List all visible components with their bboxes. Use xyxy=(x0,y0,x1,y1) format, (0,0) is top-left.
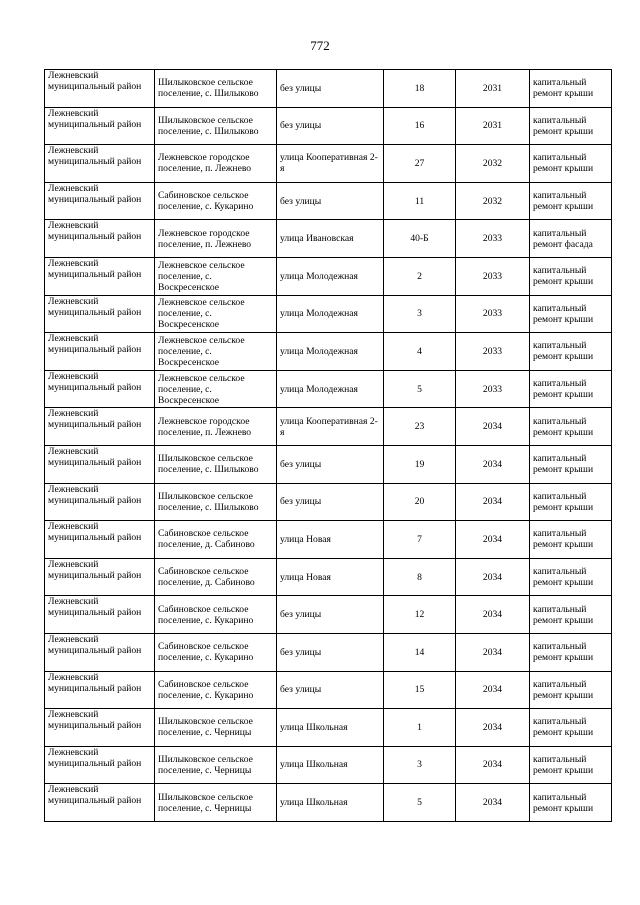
house-number-cell: 18 xyxy=(384,70,456,108)
house-number-cell: 4 xyxy=(384,333,456,371)
settlement-cell: Сабиновское сельское поселение, д. Сабиново xyxy=(155,521,277,559)
settlement-cell: Сабиновское сельское поселение, с. Кукарино xyxy=(155,596,277,634)
district-cell: Лежневский муниципальный район xyxy=(45,182,155,220)
year-cell: 2033 xyxy=(456,333,530,371)
district-cell: Лежневский муниципальный район xyxy=(45,558,155,596)
work-type-cell: капитальный ремонт крыши xyxy=(530,333,612,371)
page-number: 772 xyxy=(310,38,330,53)
year-cell: 2034 xyxy=(456,746,530,784)
settlement-cell: Лежневское сельское поселение, с. Воскресенское xyxy=(155,333,277,371)
house-number-cell: 14 xyxy=(384,633,456,671)
table-row xyxy=(45,671,612,709)
district-cell: Лежневский муниципальный район xyxy=(45,220,155,258)
settlement-cell: Лежневское городское поселение, п. Лежнево xyxy=(155,408,277,446)
year-cell: 2034 xyxy=(456,671,530,709)
street-cell: без улицы xyxy=(277,596,384,634)
house-number-cell: 7 xyxy=(384,521,456,559)
settlement-cell: Лежневское сельское поселение, с. Воскресенское xyxy=(155,257,277,295)
year-cell: 2033 xyxy=(456,370,530,408)
table-row xyxy=(45,333,612,371)
work-type-cell: капитальный ремонт крыши xyxy=(530,445,612,483)
district-cell: Лежневский муниципальный район xyxy=(45,671,155,709)
street-cell: улица Школьная xyxy=(277,746,384,784)
work-type-cell: капитальный ремонт крыши xyxy=(530,784,612,822)
settlement-cell: Шилыковское сельское поселение, с. Черницы xyxy=(155,709,277,747)
settlement-cell: Лежневское сельское поселение, с. Воскресенское xyxy=(155,370,277,408)
settlement-cell: Сабиновское сельское поселение, д. Сабиново xyxy=(155,558,277,596)
settlement-cell: Шилыковское сельское поселение, с. Черницы xyxy=(155,746,277,784)
settlement-cell: Шилыковское сельское поселение, с. Шилыково xyxy=(155,483,277,521)
year-cell: 2033 xyxy=(456,257,530,295)
year-cell: 2032 xyxy=(456,145,530,183)
year-cell: 2033 xyxy=(456,295,530,333)
street-cell: улица Школьная xyxy=(277,709,384,747)
table-row xyxy=(45,558,612,596)
table-row xyxy=(45,633,612,671)
year-cell: 2033 xyxy=(456,220,530,258)
table-row xyxy=(45,709,612,747)
settlement-cell: Шилыковское сельское поселение, с. Шилыково xyxy=(155,107,277,145)
work-type-cell: капитальный ремонт крыши xyxy=(530,145,612,183)
work-type-cell: капитальный ремонт крыши xyxy=(530,370,612,408)
street-cell: улица Молодежная xyxy=(277,370,384,408)
district-cell: Лежневский муниципальный район xyxy=(45,784,155,822)
street-cell: улица Новая xyxy=(277,558,384,596)
street-cell: улица Кооперативная 2-я xyxy=(277,408,384,446)
year-cell: 2034 xyxy=(456,596,530,634)
work-type-cell: капитальный ремонт крыши xyxy=(530,483,612,521)
work-type-cell: капитальный ремонт крыши xyxy=(530,633,612,671)
year-cell: 2034 xyxy=(456,445,530,483)
table-row xyxy=(45,596,612,634)
year-cell: 2031 xyxy=(456,70,530,108)
work-type-cell: капитальный ремонт крыши xyxy=(530,709,612,747)
house-number-cell: 40-Б xyxy=(384,220,456,258)
house-number-cell: 12 xyxy=(384,596,456,634)
work-type-cell: капитальный ремонт крыши xyxy=(530,70,612,108)
table-row xyxy=(45,107,612,145)
district-cell: Лежневский муниципальный район xyxy=(45,521,155,559)
table-row xyxy=(45,784,612,822)
table-row xyxy=(45,370,612,408)
settlement-cell: Сабиновское сельское поселение, с. Кукарино xyxy=(155,182,277,220)
district-cell: Лежневский муниципальный район xyxy=(45,333,155,371)
work-type-cell: капитальный ремонт крыши xyxy=(530,596,612,634)
house-number-cell: 19 xyxy=(384,445,456,483)
repair-schedule-table xyxy=(44,69,612,822)
work-type-cell: капитальный ремонт фасада xyxy=(530,220,612,258)
district-cell: Лежневский муниципальный район xyxy=(45,445,155,483)
district-cell: Лежневский муниципальный район xyxy=(45,295,155,333)
settlement-cell: Шилыковское сельское поселение, с. Шилыково xyxy=(155,445,277,483)
settlement-cell: Лежневское сельское поселение, с. Воскресенское xyxy=(155,295,277,333)
street-cell: улица Школьная xyxy=(277,784,384,822)
settlement-cell: Сабиновское сельское поселение, с. Кукарино xyxy=(155,671,277,709)
table-row xyxy=(45,182,612,220)
house-number-cell: 3 xyxy=(384,746,456,784)
table-row xyxy=(45,746,612,784)
house-number-cell: 5 xyxy=(384,784,456,822)
street-cell: без улицы xyxy=(277,182,384,220)
settlement-cell: Лежневское городское поселение, п. Лежнево xyxy=(155,145,277,183)
year-cell: 2034 xyxy=(456,483,530,521)
work-type-cell: капитальный ремонт крыши xyxy=(530,107,612,145)
house-number-cell: 20 xyxy=(384,483,456,521)
house-number-cell: 5 xyxy=(384,370,456,408)
year-cell: 2034 xyxy=(456,521,530,559)
work-type-cell: капитальный ремонт крыши xyxy=(530,182,612,220)
year-cell: 2034 xyxy=(456,709,530,747)
house-number-cell: 27 xyxy=(384,145,456,183)
work-type-cell: капитальный ремонт крыши xyxy=(530,521,612,559)
house-number-cell: 1 xyxy=(384,709,456,747)
district-cell: Лежневский муниципальный район xyxy=(45,746,155,784)
house-number-cell: 11 xyxy=(384,182,456,220)
table-row xyxy=(45,483,612,521)
district-cell: Лежневский муниципальный район xyxy=(45,483,155,521)
table-row xyxy=(45,408,612,446)
street-cell: улица Новая xyxy=(277,521,384,559)
house-number-cell: 2 xyxy=(384,257,456,295)
street-cell: без улицы xyxy=(277,483,384,521)
house-number-cell: 23 xyxy=(384,408,456,446)
house-number-cell: 16 xyxy=(384,107,456,145)
year-cell: 2034 xyxy=(456,558,530,596)
table-row xyxy=(45,257,612,295)
table-row xyxy=(45,220,612,258)
year-cell: 2032 xyxy=(456,182,530,220)
street-cell: улица Молодежная xyxy=(277,333,384,371)
street-cell: улица Ивановская xyxy=(277,220,384,258)
street-cell: без улицы xyxy=(277,671,384,709)
work-type-cell: капитальный ремонт крыши xyxy=(530,558,612,596)
year-cell: 2034 xyxy=(456,784,530,822)
district-cell: Лежневский муниципальный район xyxy=(45,709,155,747)
district-cell: Лежневский муниципальный район xyxy=(45,596,155,634)
district-cell: Лежневский муниципальный район xyxy=(45,70,155,108)
district-cell: Лежневский муниципальный район xyxy=(45,145,155,183)
table-body xyxy=(45,70,612,822)
street-cell: улица Молодежная xyxy=(277,257,384,295)
work-type-cell: капитальный ремонт крыши xyxy=(530,746,612,784)
year-cell: 2034 xyxy=(456,633,530,671)
street-cell: без улицы xyxy=(277,633,384,671)
settlement-cell: Шилыковское сельское поселение, с. Черницы xyxy=(155,784,277,822)
settlement-cell: Лежневское городское поселение, п. Лежнево xyxy=(155,220,277,258)
street-cell: без улицы xyxy=(277,70,384,108)
settlement-cell: Сабиновское сельское поселение, с. Кукарино xyxy=(155,633,277,671)
street-cell: улица Молодежная xyxy=(277,295,384,333)
year-cell: 2034 xyxy=(456,408,530,446)
district-cell: Лежневский муниципальный район xyxy=(45,370,155,408)
work-type-cell: капитальный ремонт крыши xyxy=(530,257,612,295)
table-row xyxy=(45,521,612,559)
work-type-cell: капитальный ремонт крыши xyxy=(530,408,612,446)
district-cell: Лежневский муниципальный район xyxy=(45,633,155,671)
table-row xyxy=(45,145,612,183)
table-row xyxy=(45,445,612,483)
table-row xyxy=(45,295,612,333)
district-cell: Лежневский муниципальный район xyxy=(45,257,155,295)
house-number-cell: 3 xyxy=(384,295,456,333)
district-cell: Лежневский муниципальный район xyxy=(45,107,155,145)
house-number-cell: 15 xyxy=(384,671,456,709)
year-cell: 2031 xyxy=(456,107,530,145)
street-cell: улица Кооперативная 2-я xyxy=(277,145,384,183)
house-number-cell: 8 xyxy=(384,558,456,596)
work-type-cell: капитальный ремонт крыши xyxy=(530,295,612,333)
work-type-cell: капитальный ремонт крыши xyxy=(530,671,612,709)
street-cell: без улицы xyxy=(277,107,384,145)
table-row xyxy=(45,70,612,108)
settlement-cell: Шилыковское сельское поселение, с. Шилыково xyxy=(155,70,277,108)
district-cell: Лежневский муниципальный район xyxy=(45,408,155,446)
street-cell: без улицы xyxy=(277,445,384,483)
